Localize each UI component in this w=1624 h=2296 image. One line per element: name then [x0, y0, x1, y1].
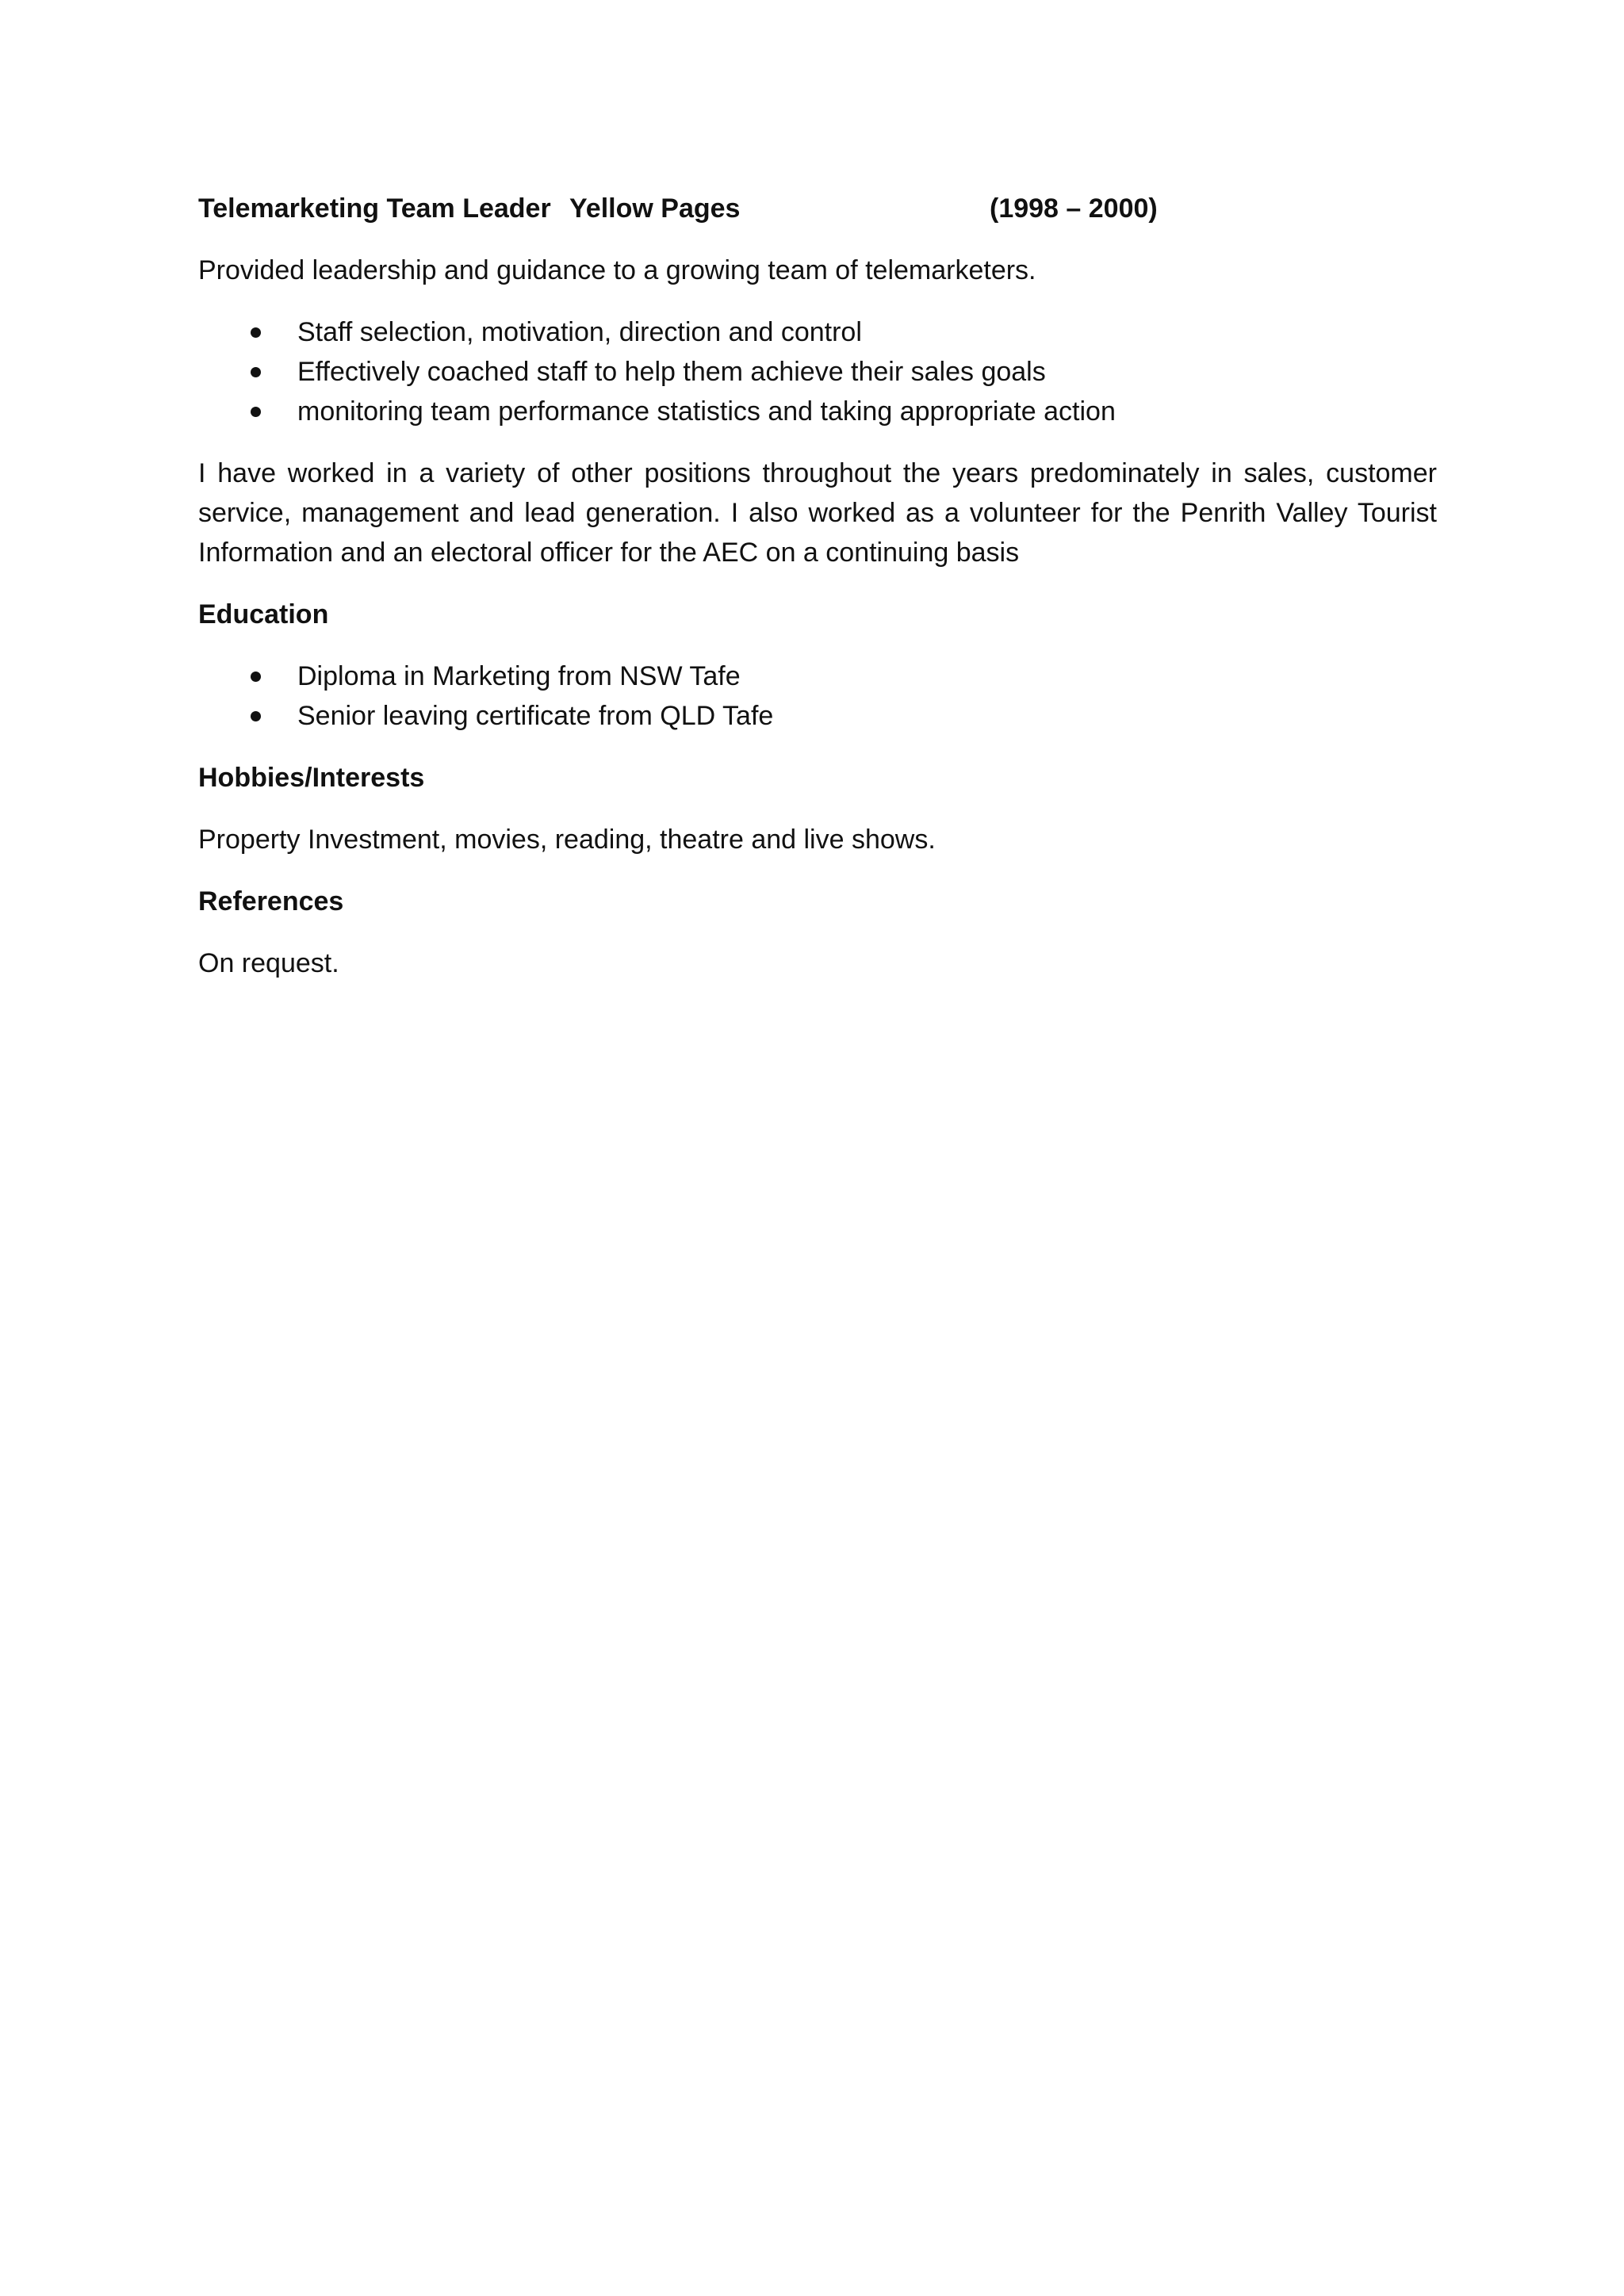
- hobbies-text: Property Investment, movies, reading, theatre and live shows.: [198, 825, 936, 855]
- job-duties-list: [198, 312, 1437, 431]
- job-dates: (1998 – 2000): [990, 193, 1158, 224]
- list-item: [198, 352, 1437, 392]
- duty-text: monitoring team performance statistics and taking appropriate action: [297, 396, 1116, 427]
- list-item: [198, 656, 1437, 696]
- duty-text: Staff selection, motivation, direction and control: [297, 317, 862, 347]
- job-title: Telemarketing Team Leader: [198, 193, 551, 224]
- bullet-icon: [251, 327, 261, 338]
- references-heading: References: [198, 886, 344, 916]
- bullet-icon: [251, 367, 261, 377]
- hobbies-heading: Hobbies/Interests: [198, 763, 425, 793]
- list-item: [198, 696, 1437, 736]
- list-item: [198, 392, 1437, 431]
- list-item: [198, 312, 1437, 352]
- resume-content: [198, 189, 1437, 983]
- education-text: Senior leaving certificate from QLD Tafe: [297, 701, 774, 731]
- other-experience-paragraph: I have worked in a variety of other positions throughout the years predominately in sales, customer service, management and lead generation. I also worked as a volunteer for the Penrith Valley Tourist Information and an electoral officer for the AEC on a continuing basis: [198, 458, 1437, 568]
- job-summary: Provided leadership and guidance to a growing team of telemarketers.: [198, 255, 1036, 285]
- bullet-icon: [251, 672, 261, 682]
- job-heading: [198, 189, 1437, 228]
- education-list: [198, 656, 1437, 736]
- references-text: On request.: [198, 948, 339, 978]
- bullet-icon: [251, 407, 261, 417]
- education-text: Diploma in Marketing from NSW Tafe: [297, 661, 741, 691]
- job-company: Yellow Pages: [569, 193, 741, 224]
- duty-text: Effectively coached staff to help them achieve their sales goals: [297, 357, 1046, 387]
- education-heading: Education: [198, 599, 329, 629]
- bullet-icon: [251, 711, 261, 721]
